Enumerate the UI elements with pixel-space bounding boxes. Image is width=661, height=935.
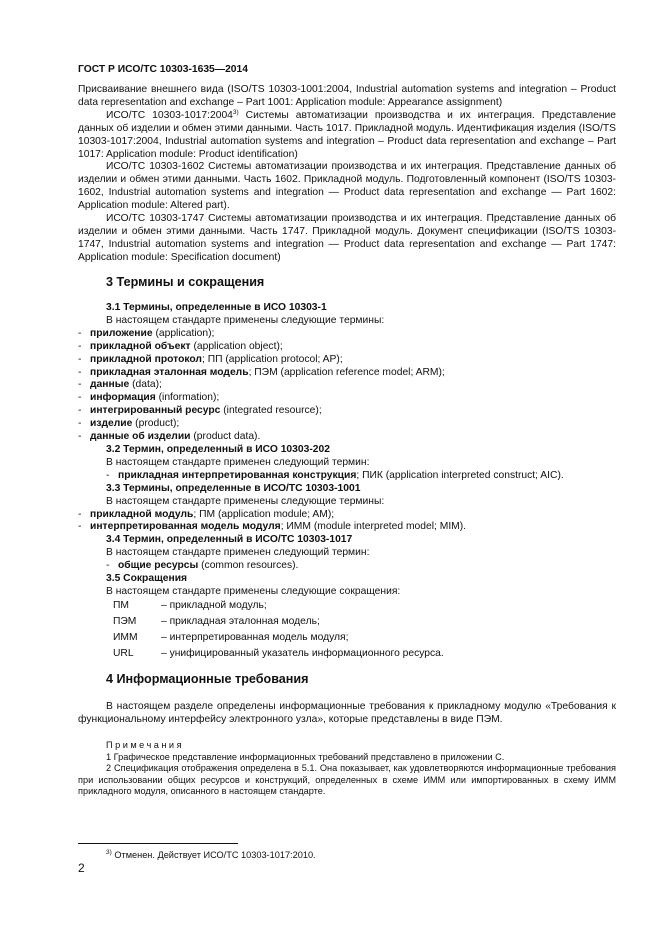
note-1: 1 Графическое представление информационных требований представлено в приложении С. (106, 751, 505, 762)
term-name: прикладной модуль (90, 508, 194, 520)
reference-1017-text: Системы автоматизации производства и их интеграция. Представление данных об изделии и обмен этими данными. Часть 1017. Прикладной модуль. Идентификация изделия (ISO/TS 10303-1017:2004, Industrial automation systems and integration – Product data representation and exchange – Part 1017: Application module: Product identification) (78, 109, 616, 160)
normative-references-continued (78, 84, 616, 265)
subsection-3-3-title: 3.3 Термины, определенные в ИСО/ТС 10303-1001 (106, 482, 361, 494)
term-rest: (integrated resource); (220, 405, 322, 417)
term-name: информация (90, 392, 156, 404)
term-item: - интегрированный ресурс (integrated resource); (78, 405, 322, 417)
term-rest: (application object); (190, 340, 283, 352)
footnote-ref-3: 3) (232, 108, 239, 116)
reference-1017 (78, 110, 616, 162)
term-rest: (data); (129, 379, 162, 391)
subsection-3-5-title: 3.5 Сокращения (106, 573, 188, 585)
abbreviation-definition: – прикладная эталонная модель; (161, 616, 320, 628)
term-name: прикладная интерпретированная конструкция (118, 469, 357, 481)
footnote-mark: 3) (106, 849, 112, 856)
abbreviation-row (106, 630, 616, 646)
term-name: изделие (90, 418, 133, 430)
abbreviation-definition: – прикладной модуль; (161, 600, 267, 612)
term-rest: (information); (155, 392, 220, 404)
term-item: - изделие (product); (78, 418, 180, 430)
term-name: общие ресурсы (118, 560, 199, 572)
term-name: данные (90, 379, 130, 391)
note-2: 2 Спецификация отображения определена в 5.1. Она показывает, как удовлетворяются информационные требования при использовании общих ресурсов и конструкций, определенных в схеме ИММ или импортированных в схему ИММ прикладного модуля, описанного в настоящем стандарте. (78, 763, 616, 797)
reference-1017-number: ИСО/ТС 10303-1017:2004 (106, 109, 233, 121)
term-name: прикладной протокол (90, 353, 202, 365)
term-item: - прикладная эталонная модель; ПЭМ (application reference model; ARM); (78, 366, 445, 378)
subsection-3-1-title: 3.1 Термины, определенные в ИСО 10303-1 (106, 302, 327, 313)
abbreviation-term: URL (113, 647, 134, 659)
subsection-3-5-lead: В настоящем стандарте применены следующие сокращения: (106, 585, 401, 597)
term-item: - информация (information); (78, 392, 220, 404)
subsection-3-2-lead: В настоящем стандарте применен следующий термин: (106, 456, 370, 468)
reference-1001: Присваивание внешнего вида (ISO/TS 10303-1001:2004, Industrial automation systems and integration – Product data representation and exchange – Part 1001: Application module: Appearance assignment) (78, 84, 616, 108)
term-item: - прикладной модуль; ПМ (application module; AM); (78, 508, 335, 520)
section-3-body (78, 302, 616, 662)
abbreviation-row (106, 599, 616, 615)
section-4-body (78, 701, 616, 727)
term-item: - общие ресурсы (common resources). (106, 560, 299, 572)
abbreviation-term: ИММ (113, 631, 138, 643)
section-4-paragraph: В настоящем разделе определены информационные требования к прикладному модулю «Требования к функциональному интерфейсу электронного узла», которые представлены в виде ПЭМ. (78, 701, 616, 725)
abbreviation-row (106, 615, 616, 631)
term-item: - прикладной протокол; ПП (application protocol; AP); (78, 353, 343, 365)
reference-1747: ИСО/ТС 10303-1747 Системы автоматизации производства и их интеграция. Представление данных об изделии и обмен этими данными. Часть 1747. Прикладной модуль. Документ спецификации (ISO/TS 10303-1747, Industrial automation systems and integration — Product data representation and exchange — Part 1747: Application module: Specification document) (78, 213, 616, 263)
subsection-3-2-title: 3.2 Термин, определенный в ИСО 10303-202 (106, 443, 330, 455)
subsection-3-3-lead: В настоящем стандарте применены следующие термины: (106, 495, 385, 507)
footnote-divider (78, 843, 238, 844)
document-header: ГОСТ Р ИСО/ТС 10303-1635—2014 (78, 64, 248, 75)
term-rest: (common resources). (198, 560, 299, 572)
abbreviations-list (78, 599, 616, 662)
subsection-3-1-lead: В настоящем стандарте применены следующие термины: (106, 314, 385, 326)
term-rest: ; ПИК (application interpreted construct; AIC). (356, 469, 564, 481)
term-rest: ; ПП (application protocol; AP); (201, 353, 343, 365)
subsection-3-4-title: 3.4 Термин, определенный в ИСО/ТС 10303-1017 (106, 534, 353, 546)
term-name: прикладная эталонная модель (90, 366, 249, 378)
term-name: приложение (90, 327, 153, 339)
term-item: - приложение (application); (78, 327, 215, 339)
abbreviation-term: ПМ (113, 600, 129, 612)
term-name: данные об изделии (90, 431, 191, 443)
term-item: - прикладная интерпретированная конструкция; ПИК (application interpreted construct; AIC). (106, 469, 564, 481)
section-4-heading: 4 Информационные требования (106, 672, 309, 686)
reference-1602: ИСО/ТС 10303-1602 Системы автоматизации производства и их интеграция. Представление данных об изделии и обмен этими данными. Часть 1602. Прикладной модуль. Подготовленный компонент (ISO/TS 10303-1602, Industrial automation systems and integration — Product data representation and exchange — Part 1602: Application module: Altered part). (78, 161, 616, 212)
terms-list-3-3 (78, 509, 616, 535)
term-item: - данные об изделии (product data). (78, 431, 261, 443)
footnote-text: Отменен. Действует ИСО/ТС 10303-1017:2010. (111, 850, 316, 860)
term-item: - интерпретированная модель модуля; ИММ (module interpreted model; MIM). (78, 521, 467, 533)
term-rest: (product data). (190, 431, 261, 443)
subsection-3-4-lead: В настоящем стандарте применен следующий термин: (106, 547, 370, 559)
term-name: прикладной объект (90, 340, 191, 352)
page-number: 2 (78, 861, 85, 875)
footnote-3 (106, 849, 316, 862)
notes-label: Примечания (106, 740, 185, 750)
term-rest: (product); (132, 418, 180, 430)
terms-list-3-1 (78, 328, 616, 444)
term-name: интерпретированная модель модуля (90, 521, 281, 533)
term-rest: ; ИММ (module interpreted model; MIM). (280, 521, 467, 533)
notes-block (78, 740, 616, 798)
term-rest: ; ПЭМ (application reference model; ARM); (248, 366, 445, 378)
abbreviation-term: ПЭМ (113, 616, 137, 628)
term-rest: (application); (152, 327, 215, 339)
term-item: - данные (data); (78, 379, 162, 391)
term-rest: ; ПМ (application module; AM); (193, 508, 335, 520)
abbreviation-row (106, 646, 616, 662)
section-3-heading: 3 Термины и сокращения (106, 275, 265, 289)
term-name: интегрированный ресурс (90, 405, 221, 417)
term-item: - прикладной объект (application object); (78, 340, 283, 352)
abbreviation-definition: – унифицированный указатель информационного ресурса. (161, 647, 444, 659)
abbreviation-definition: – интерпретированная модель модуля; (161, 631, 349, 643)
